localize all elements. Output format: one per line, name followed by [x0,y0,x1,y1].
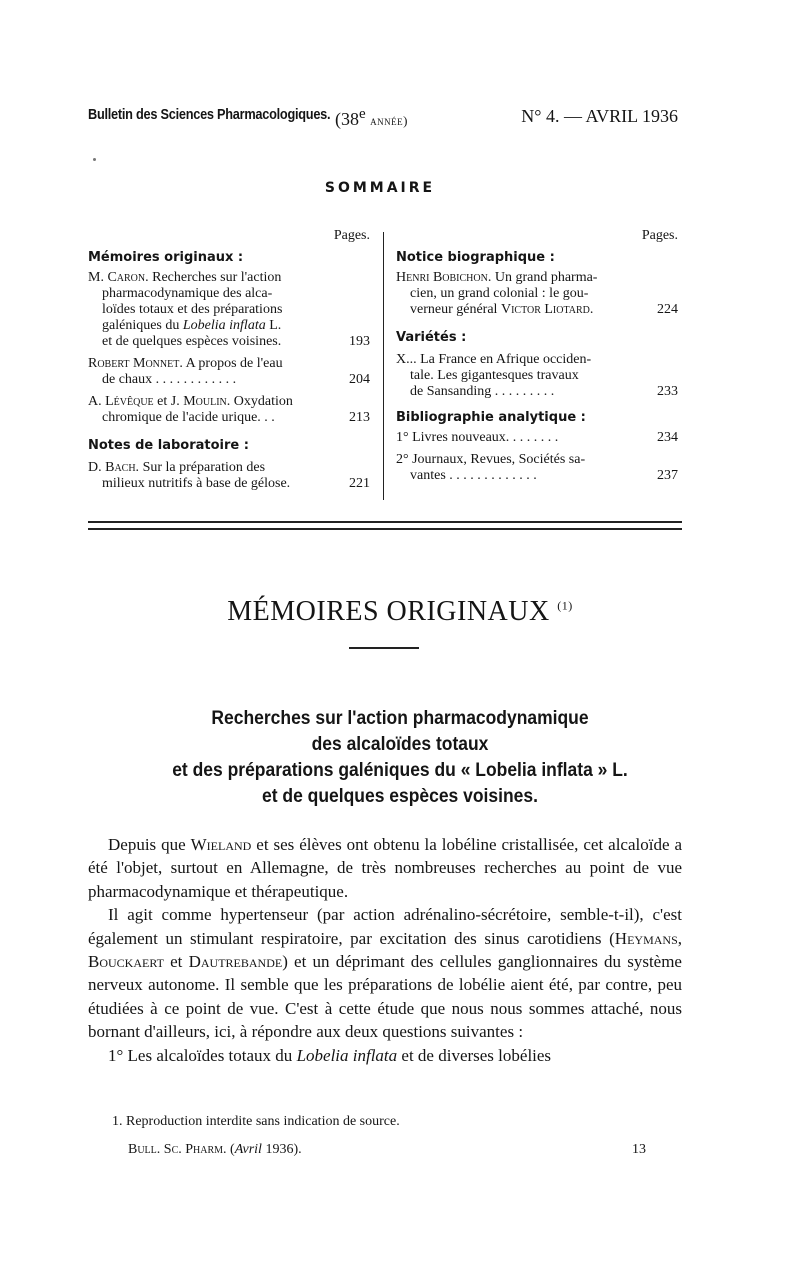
pages-label: Pages. [333,228,370,243]
toc-entry[interactable]: 1° Livres nouveaux. . . . . . . . 234 [396,430,678,445]
toc-entry[interactable]: Henri Bobichon. Un grand pharma- cien, un grand colonial : le gou- verneur général Victor Liotard. 224 [396,270,678,317]
double-rule-bottom [88,528,682,530]
toc-entry[interactable]: Robert Monnet. A propos de l'eau de chaux . . . . . . . . . . . . 204 [88,356,370,387]
issue-number: N° 4. — AVRIL 1936 [521,106,678,126]
toc-entry[interactable]: X... La France en Afrique occiden- tale. Les gigantesques travaux de Sansanding . . . . . . . . . 233 [396,352,678,399]
toc-entry[interactable]: A. Lévêque et J. Moulin. Oxydation chromique de l'acide urique. . . 213 [88,394,370,425]
year-of-publication: (38e année) [335,106,408,129]
article-body [88,833,682,1067]
sommaire-title: SOMMAIRE [324,180,436,196]
article-title: Recherches sur l'action pharmacodynamique des alcaloïdes totaux et des préparations galéniques du « Lobelia inflata » L. et de quelques espèces voisines. [172,708,628,807]
toc-entry[interactable]: M. Caron. Recherches sur l'action pharmacodynamique des alca- loïdes totaux et des préparations galéniques du Lobelia inflata L. et de quelques espèces voisines. 193 [88,270,370,349]
toc-entry[interactable]: 2° Journaux, Revues, Sociétés sa- vantes . . . . . . . . . . . . . 237 [396,452,678,483]
page-number: 234 [657,430,678,445]
section-heading: Bibliographie analytique : [396,410,586,425]
page-number: 13 [632,1142,646,1157]
page-number: 221 [349,476,370,491]
page-number: 237 [657,468,678,483]
page-number: 193 [349,334,370,349]
footnote: 1. Reproduction interdite sans indication de source. [112,1114,400,1129]
journal-name: Bulletin des Sciences Pharmacologiques. [88,106,331,123]
print-speck [93,158,96,161]
section-heading: Notes de laboratoire : [88,438,249,453]
section-heading: Variétés : [396,330,467,345]
paragraph: 1° Les alcaloïdes totaux du Lobelia inflata et de diverses lobélies [108,1045,552,1065]
page-number: 224 [657,302,678,317]
toc-left-column [88,228,370,492]
section-title: MÉMOIRES ORIGINAUX $^{(1)}$ [227,596,573,627]
section-heading: Mémoires originaux : [88,250,244,265]
page-number: 213 [349,410,370,425]
running-header [88,106,678,132]
bibliographic-reference: Bull. Sc. Pharm. (Avril 1936). [128,1142,302,1157]
pages-label: Pages. [641,228,678,243]
section-heading: Notice biographique : [396,250,555,265]
footnote-ref[interactable]: (1) [557,598,573,613]
column-divider [383,232,384,500]
page-number: 233 [657,384,678,399]
toc-right-column [396,228,678,484]
paragraph: Il agit comme hypertenseur (par action adrénalino-sécrétoire, semble-t-il), c'est également un stimulant respiratoire, par excitation des sinus carotidiens (Heymans, Bouckaert et Dautrebande) et un déprimant des cellules ganglionnaires du système nerveux autonome. Il semble que les préparations de lobélie aient été, par contre, peu étudiées à ce point de vue. C'est à cette étude que nous nous sommes attaché, nous bornant d'ailleurs, ici, à répondre aux deux questions suivantes : [88,905,682,1042]
double-rule-top [88,521,682,523]
page-number: 204 [349,372,370,387]
title-underline [349,647,419,649]
toc-entry[interactable]: D. Bach. Sur la préparation des milieux nutritifs à base de gélose. 221 [88,460,370,491]
paragraph: Depuis que Wieland et ses élèves ont obtenu la lobéline cristallisée, cet alcaloïde a été l'objet, surtout en Allemagne, de très nombreuses recherches au point de vue pharmacodynamique et thérapeutique. [88,835,682,901]
